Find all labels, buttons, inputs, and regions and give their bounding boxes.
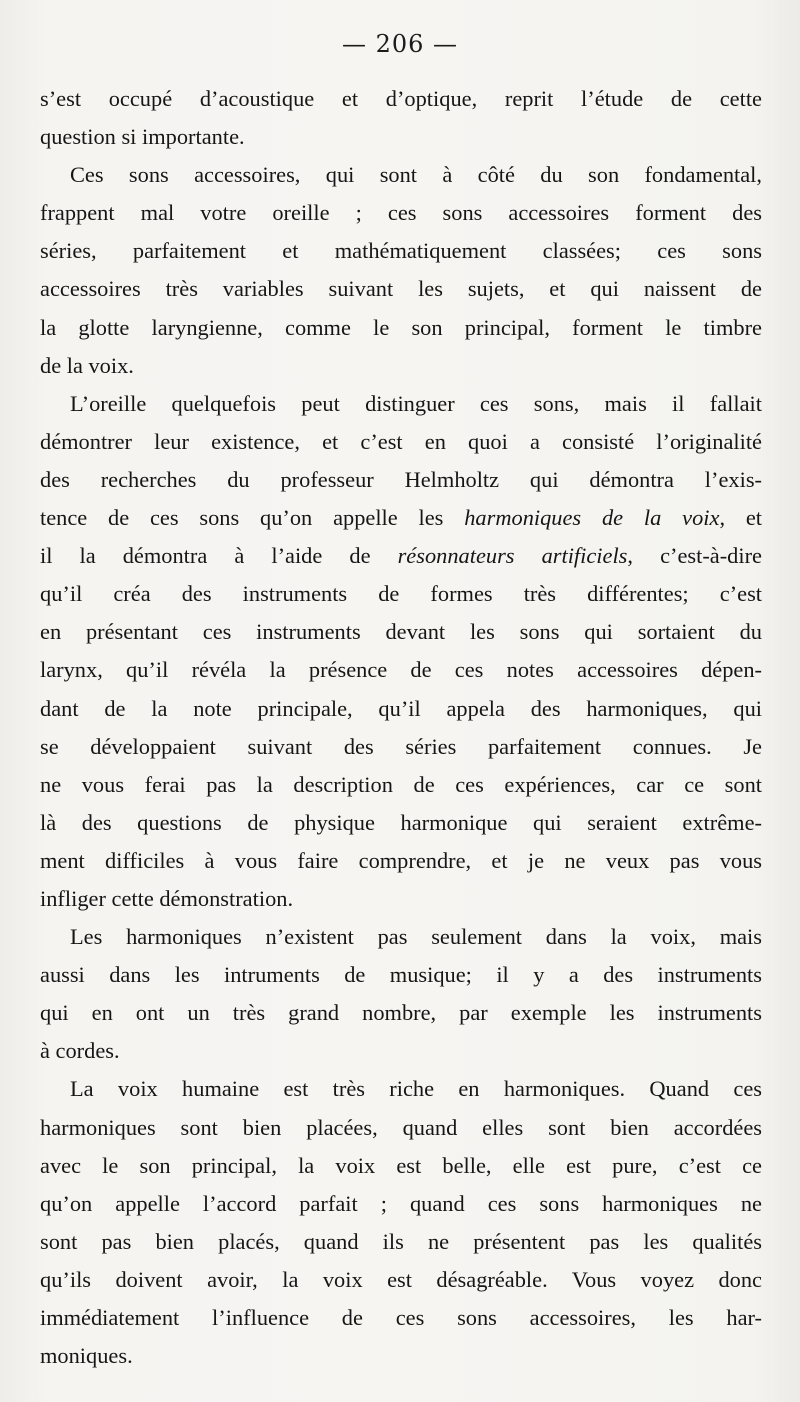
text-line: infliger cette démonstration. <box>40 885 294 911</box>
text-line: harmoniques sont bien placées, quand elles sont bien accordées <box>40 1114 762 1140</box>
text-line: ment difficiles à vous faire comprendre, et je ne veux pas vous <box>40 847 762 873</box>
text-line: à cordes. <box>40 1038 120 1064</box>
text-line: avec le son principal, la voix est belle, elle est pure, c’est ce <box>40 1152 762 1178</box>
text-line: accessoires très variables suivant les sujets, et qui naissent de <box>40 276 762 302</box>
text-line: larynx, qu’il révéla la présence de ces notes accessoires dépen- <box>40 657 762 683</box>
text-line: L’oreille quelquefois peut distinguer ces sons, mais il fallait <box>70 390 762 416</box>
text-line: séries, parfaitement et mathématiquement classées; ces sons <box>40 238 762 264</box>
text-line: en présentant ces instruments devant les sons qui sortaient du <box>40 619 762 645</box>
text-line: Les harmoniques n’existent pas seulement dans la voix, mais <box>70 924 762 950</box>
paragraph-1 <box>40 80 762 156</box>
text-line: sont pas bien placés, quand ils ne présentent pas les qualités <box>40 1228 762 1254</box>
text-line: frappent mal votre oreille ; ces sons accessoires forment des <box>40 200 762 226</box>
text-line: qu’il créa des instruments de formes très différentes; c’est <box>40 581 762 607</box>
text-line: la glotte laryngienne, comme le son principal, forment le timbre <box>40 314 762 340</box>
paragraph-2 <box>40 156 762 385</box>
paragraph-4 <box>40 918 762 1070</box>
text-line: La voix humaine est très riche en harmoniques. Quand ces <box>70 1076 762 1102</box>
text-line: de la voix. <box>40 352 134 378</box>
text-line: aussi dans les intruments de musique; il y a des instruments <box>40 962 762 988</box>
text-line: moniques. <box>40 1343 133 1369</box>
paragraph-5 <box>40 1070 762 1375</box>
text-line: des recherches du professeur Helmholtz qui démontra l’exis- <box>40 466 762 492</box>
text-line: question si importante. <box>40 124 245 150</box>
paragraph-3 <box>40 385 762 918</box>
text-line: immédiatement l’influence de ces sons accessoires, les har- <box>40 1305 762 1330</box>
text-line: s’est occupé d’acoustique et d’optique, reprit l’étude de cette <box>40 86 762 111</box>
page-text <box>40 80 762 1375</box>
text-line: tence de ces sons qu’on appelle les harmoniques de la voix, et <box>40 505 763 531</box>
text-line: qui en ont un très grand nombre, par exemple les instruments <box>40 1000 762 1026</box>
text-line: il la démontra à l’aide de résonnateurs artificiels, c’est-à-dire <box>40 543 762 569</box>
text-line: qu’on appelle l’accord parfait ; quand ces sons harmoniques ne <box>40 1190 762 1216</box>
text-line: là des questions de physique harmonique qui seraient extrême- <box>40 809 762 835</box>
text-line: Ces sons accessoires, qui sont à côté du son fondamental, <box>70 162 762 188</box>
italic-phrase: résonnateurs artificiels <box>397 543 628 569</box>
text-line: qu’ils doivent avoir, la voix est désagréable. Vous voyez donc <box>40 1266 762 1292</box>
text-line: démontrer leur existence, et c’est en quoi a consisté l’originalité <box>40 428 762 454</box>
italic-phrase: harmoniques de la voix <box>464 505 720 531</box>
text-line: dant de la note principale, qu’il appela des harmoniques, qui <box>40 695 762 721</box>
text-line: ne vous ferai pas la description de ces expériences, car ce sont <box>40 771 762 797</box>
text-line: se développaient suivant des séries parfaitement connues. Je <box>40 733 762 759</box>
page-number: — 206 — <box>341 30 459 58</box>
